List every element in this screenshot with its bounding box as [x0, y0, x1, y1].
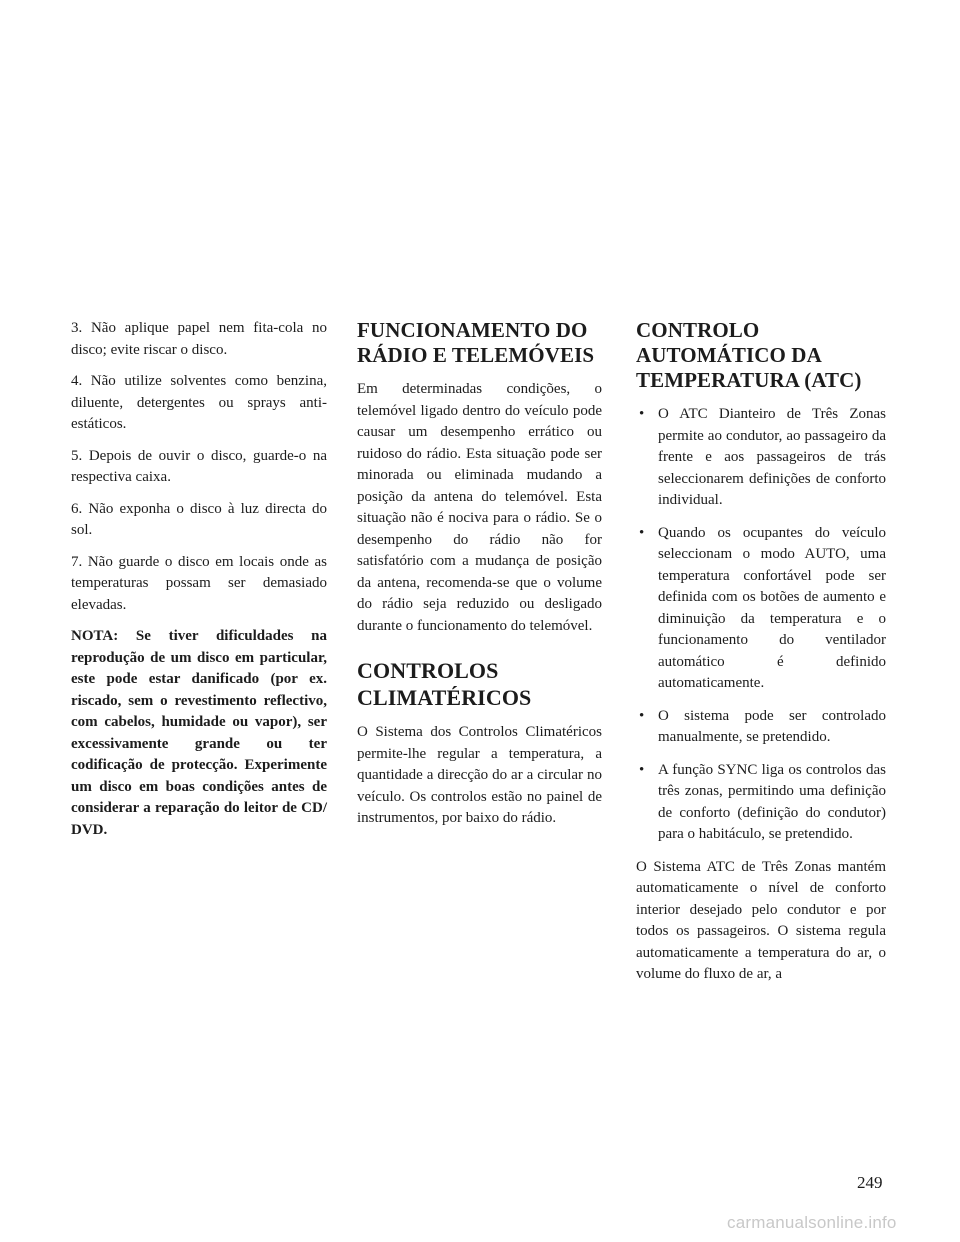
atc-bullet-list	[636, 404, 886, 846]
bullet-icon: •	[639, 524, 645, 541]
list-item: • O ATC Dianteiro de Três Zonas permite ao condutor, ao passageiro da frente e aos passageiros de trás seleccionarem definições de conforto individual.	[639, 406, 886, 508]
bullet-icon: •	[639, 707, 645, 724]
paragraph-3: 3. Não aplique papel nem fita-cola no disco; evite riscar o disco.	[71, 320, 327, 358]
list-item: • A função SYNC liga os controlos das três zonas, permitindo uma definição de conforto (definição do condutor) para o habitáculo, se pretendido.	[639, 761, 886, 842]
paragraph-4: 4. Não utilize solventes como benzina, diluente, detergentes ou sprays anti-estáticos.	[71, 373, 327, 432]
paragraph-atc-system: O Sistema ATC de Três Zonas mantém automaticamente o nível de conforto interior desejado pelo condutor e por todos os passageiros. O sistema regula automaticamente a temperatura do ar, o volume do fluxo de ar, a	[636, 858, 886, 982]
left-column	[71, 318, 327, 841]
bullet-icon: •	[639, 406, 645, 422]
heading-climate-controls: CONTROLOS CLIMATÉRICOS	[357, 658, 532, 710]
right-column	[636, 318, 886, 996]
middle-column	[357, 318, 602, 840]
paragraph-7: 7. Não guarde o disco em locais onde as temperaturas possam ser demasiado elevadas.	[71, 553, 327, 613]
note-block: NOTA: Se tiver dificuldades na reprodução de um disco em particular, este pode estar danificado (por ex. riscado, sem o revestimento reflectivo, com cabelos, humidade ou vapor), ser excessivamente grande ou ter codificação de protecção. Experimente um disco em boas condições antes de considerar a reparação do leitor de CD/ DVD.	[71, 628, 327, 838]
paragraph-6: 6. Não exponha o disco à luz directa do sol.	[71, 500, 327, 538]
paragraph-5: 5. Depois de ouvir o disco, guarde-o na respectiva caixa.	[71, 447, 327, 485]
paragraph-climate-controls: O Sistema dos Controlos Climatéricos permite-lhe regular a temperatura, a quantidade a direcção do ar a circular no veículo. Os controlos estão no painel de instrumentos, por baixo do rádio.	[357, 724, 602, 826]
heading-atc: CONTROLO AUTOMÁTICO DA TEMPERATURA (ATC)	[636, 318, 862, 392]
bullet-icon: •	[639, 761, 645, 778]
paragraph-radio-mobile: Em determinadas condições, o telemóvel ligado dentro do veículo pode causar um desempenho errático ou ruidoso do rádio. Esta situação pode ser minorada ou eliminada mudando a posição da antena do telemóvel. Esta situação não é nociva para o rádio. Se o desempenho do rádio não for satisfatório com a mudança de posição da antena, recomenda-se que o volume do rádio seja reduzido ou desligado durante o funcionamento do telemóvel.	[357, 381, 602, 634]
watermark-text: carmanualsonline.info	[727, 1213, 897, 1232]
list-item: • Quando os ocupantes do veículo seleccionam o modo AUTO, uma temperatura confortável pode ser definida com os botões de aumento e diminuição da temperatura e o funcionamento do ventilador automático é definido automaticamente.	[639, 524, 886, 691]
page-number: 249	[857, 1173, 883, 1192]
heading-radio-mobile: FUNCIONAMENTO DO RÁDIO E TELEMÓVEIS	[357, 318, 595, 367]
list-item: • O sistema pode ser controlado manualmente, se pretendido.	[639, 707, 886, 745]
